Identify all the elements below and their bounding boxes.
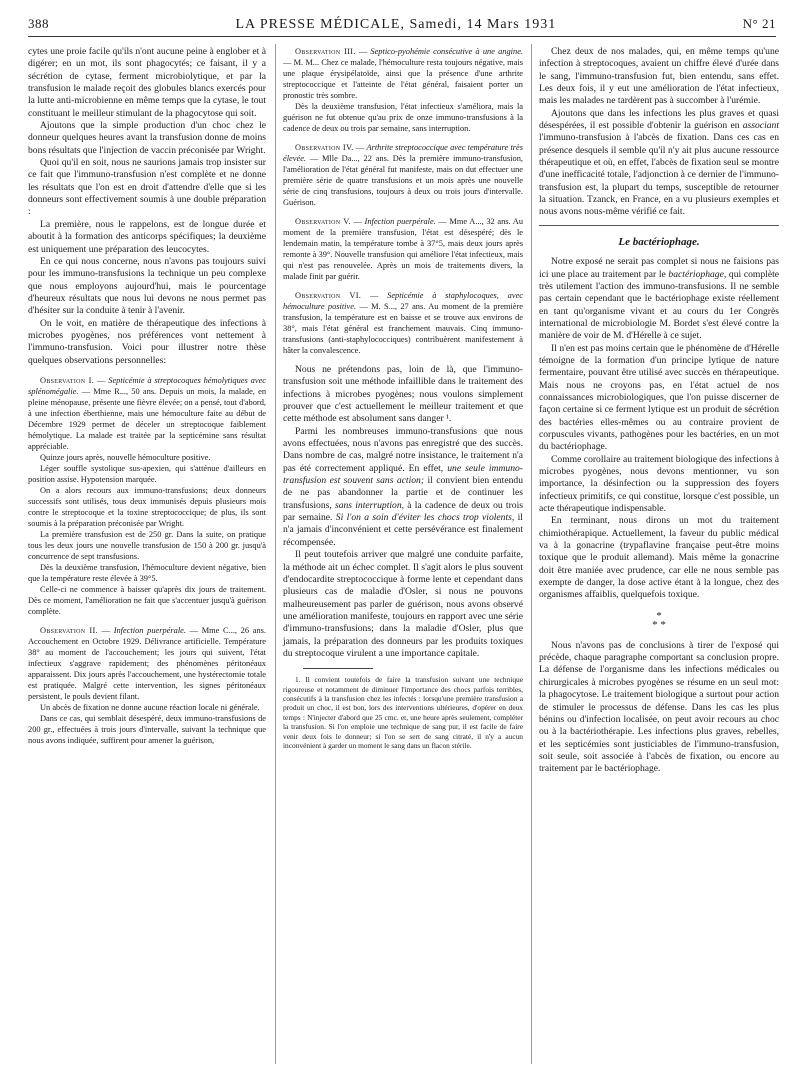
paragraph: Léger souffle systolique sus-apexien, qui s'atténue d'ailleurs en position assise. Hypotension marquée. bbox=[28, 463, 266, 484]
paragraph: Quoi qu'il en soit, nous ne saurions jamais trop insister sur ce fait que l'immuno-transfusion n'est complète et ne donne les résultats que l'on est en droit d'attendre d'elle que si les donneurs sont effectivement soumis à une double préparation : bbox=[28, 157, 266, 218]
footnote-rule bbox=[303, 668, 373, 669]
observation-title: Septicémie à staphylocoques, avec hémoculture positive. bbox=[283, 291, 524, 311]
observation-1: Observation I. — Septicémie à streptocoques hémolytiques avec splénomégalie. — Mme R..., 50 ans. Depuis un mois, la malade, en pleine ménopause, présente une fièvre élevée; on a pensé, tout d'abord, à une infection éberthienne, mais une hémoculture faite au début de Décembre 1929 permet de déceler un streptocoque faiblement hémolytique. La malade est traitée par la septicémine sans résultat appréciable. bbox=[28, 375, 267, 451]
observation-6: Observation VI. — Septicémie à staphylocoques, avec hémoculture positive. — M. S..., 27 ans. Au moment de la première transfusion, la température est en baisse et se trouve aux environs de 38°, mais l'état général est franchement mauvais. Cinq immuno-transfusions (anti-staphylococciques) contribuèrent manifestement à hâter la convalescence. bbox=[283, 291, 524, 355]
observation-label: Observation IV. bbox=[295, 143, 354, 152]
observation-title: Septico-pyohémie consécutive à une angine. bbox=[370, 47, 524, 56]
observation-title: Arthrite streptococcique avec température très élevée. bbox=[283, 143, 524, 163]
page-header bbox=[28, 16, 776, 37]
observation-text: — M. M... Chez ce malade, l'hémoculture resta toujours négative, mais une plaque érysipélatoïde, ainsi que la présence d'une arthrite streptococcique et l'atteinte de l'état général, faisaient porter un pronostic très sombre. bbox=[283, 58, 523, 100]
journal-title: LA PRESSE MÉDICALE, Samedi, 14 Mars 1931 bbox=[235, 17, 557, 32]
paragraph: On le voit, en matière de thérapeutique des infections à microbes pyogènes, nos préférences vont nettement à l'immuno-transfusion. Voici pour illustrer notre thèse quelques observations personnelles: bbox=[28, 317, 266, 366]
observation-text: — M. S..., 27 ans. Au moment de la première transfusion, la température est en baisse et se trouve aux environs de 38°, mais l'état général est franchement mauvais. Cinq immuno-transfusions (anti-staphylococciques) contribuèrent manifestement à hâter la convalescence. bbox=[283, 302, 523, 355]
paragraph: Dans ce cas, qui semblait désespéré, deux immuno-transfusions de 200 gr., effectuées à trois jours d'intervalle, suivant la technique que nous avons indiquée, suffirent pour amener la guérison, bbox=[28, 713, 266, 745]
paragraph: Dès la deuxième transfusion, l'hémoculture devient négative, bien que la température reste élevée à 39°5. bbox=[28, 562, 266, 583]
paragraph: Parmi les nombreuses immuno-transfusions que nous avons effectuées, nous n'avons pas enregistré que des succès. Dans nombre de cas, malgré notre insistance, le traitement n'a pas été correctement appliqué. En effet, une seule immuno-transfusion est souvent sans action; il convient bien entendu de ne pas abandonner la partie et de continuer les transfusions, sans interruption, à la cadence de deux ou trois par semaine. Si l'on a soin d'éviter les chocs trop violents, il n'a jamais d'inconvénient et cette persévérance est finalement récompensée. bbox=[283, 425, 524, 548]
paragraph: Ajoutons que dans les infections les plus graves et quasi désespérées, il est possible d'obtenir la guérison en associant l'immuno-transfusion à l'abcès de fixation. Dans ces cas en présence desquels il semble qu'il n'y ait plus aucune ressource thérapeutique et où, en effet, l'abcès de fixation seul se montre d'une inefficacité totale, l'adjonction à ce dernier de l'immuno-transfusion est, la plupart du temps, susceptible de retourner la situation. Tzanck, en France, en a vu plusieurs exemples et nous avons nous-même vérifié ce fait. bbox=[539, 107, 779, 218]
paragraph: Nous ne prétendons pas, loin de là, que l'immuno-transfusion soit une méthode infaillible dans le traitement des infections à microbes pyogènes; nous voulons simplement prouver que c'est actuellement le meilleur traitement et que cette méthode est absolument sans danger ¹. bbox=[283, 364, 523, 425]
paragraph: Nous n'avons pas de conclusions à tirer de l'exposé qui précède, chaque paragraphe comportant sa conclusion propre. La défense de l'organisme dans les infections médicales ou chirurgicales à microbes pyogènes se résume en un seul mot: la phagocytose. Le traitement biologique a surtout pour action de stimuler le processus de défense. Dans les cas les plus bénins ou d'infection localisée, on peut avoir recours au choc ou à la bactériothérapie. Les infections plus graves, rebelles, et les septicémies sont justiciables de l'immuno-transfusion, soit seule, soit associée à l'abcès de fixation, ou encore au traitement par le bactériophage. bbox=[539, 639, 779, 775]
observation-text: — Mme R..., 50 ans. Depuis un mois, la malade, en pleine ménopause, présente une fièvre élevée; on a pensé, tout d'abord, à une infection éberthienne, mais une hémoculture faite au début de Décembre 1929 permet de déceler un streptocoque faiblement hémolytique. La malade est traitée par la septicémine sans résultat appréciable. bbox=[28, 386, 267, 451]
observation-label: Observation VI. bbox=[295, 291, 362, 300]
observation-5: Observation V. — Infection puerpérale. — Mme A..., 32 ans. Au moment de la première transfusion, l'état est désespéré; dès le lendemain matin, la température tombe à 37°5, mais deux jours après remonte à 39°. Nouvelle transfusion qui améliore l'état infectieux, mais qui n'est pas renouvelée. Après un mois de traitements divers, la malade finit par guérir. bbox=[283, 217, 524, 281]
paragraph: cytes une proie facile qu'ils n'ont aucune peine à englober et à digérer; en un mot, ils sont phagocytés; ce faisant, il y a sécrétion de cytase, ferment microbiolytique, et par la transfusion le malade reçoit des globules blancs exercés pour la lutte anti-microbienne en même temps que la cytase, le tout constituant le meilleur stimulant de la phagocytose qui soit. bbox=[28, 46, 266, 119]
paragraph: Comme corollaire au traitement biologique des infections à microbes pyogènes, nous devons mentionner, vu son importance, la désinfection ou la suppression des foyers infectieux primitifs, ce qui constitue, lorsque c'est possible, un acte thérapeutique indispensable. bbox=[539, 453, 779, 515]
observation-label: Observation II. bbox=[40, 625, 98, 635]
observation-text: — Mme C..., 26 ans. Accouchement en Octobre 1929. Délivrance artificielle. Température 38° au moment de l'accouchement; les jours qui suivent, l'état infectieux s'aggrave rapidement; des phénomènes péritonéaux apparaissent. Dix jours après l'accouchement, une hystérectomie totale est pratiquée. Malgré cette intervention, les signes péritonéaux persistent, le pouls devient filant. bbox=[28, 625, 266, 701]
observation-title: Septicémie à streptocoques hémolytiques avec splénomégalie. bbox=[28, 375, 267, 396]
paragraph: La première transfusion est de 250 gr. Dans la suite, on pratique tous les deux jours une nouvelle transfusion de 150 à 200 gr. jusqu'à concurrence de sept transfusions. bbox=[28, 529, 266, 561]
page-number: 388 bbox=[28, 16, 49, 31]
column-divider bbox=[531, 44, 532, 1064]
column-2 bbox=[283, 46, 523, 751]
paragraph: Il peut toutefois arriver que malgré une conduite parfaite, la méthode ait un échec complet. Il s'agit alors le plus souvent d'endocardite streptococcique à forme lente et cependant dans plusieurs cas de maladie d'Osler, si nous ne pouvons malheureusement pas parler de guérison, nous avons observé une amélioration manifeste, toujours en rapport avec une série d'immuno-transfusions; dans la maladie d'Osler, plus que jamais, la préparation des donneurs par les produits toxiques du streptocoque virulent a une importance capitale. bbox=[283, 549, 523, 659]
paragraph: Ajoutons que la simple production d'un choc chez le donneur quelques heures avant la transfusion donne de moins bons résultats que l'injection de vaccin préconisée par Wright. bbox=[28, 120, 266, 156]
section-separator: * * * bbox=[652, 609, 666, 631]
paragraph: Chez deux de nos malades, qui, en même temps qu'une infection à streptocoques, avaient un chiffre élevé d'urée dans le sang, l'immuno-transfusion fut, bien entendu, sans effet. Les deux fois, il y eut une amélioration de l'état infectieux, mais les malades ne tardèrent pas à succomber à l'urémie. bbox=[539, 46, 779, 107]
paragraph: En ce qui nous concerne, nous n'avons pas toujours suivi pour les immuno-transfusions la technique un peu complexe que nous employons aujourd'hui, mais le pourcentage d'heureux résultats que nous lui devons ne nous permet pas d'hésiter sur la conduite à tenir à l'avenir. bbox=[28, 255, 266, 317]
column-1 bbox=[28, 46, 266, 746]
observation-title: Infection puerpérale. bbox=[364, 217, 436, 226]
paragraph: Un abcès de fixation ne donne aucune réaction locale ni générale. bbox=[40, 702, 260, 712]
observation-title: Infection puerpérale. bbox=[113, 625, 186, 635]
section-title: Le bactériophage. bbox=[618, 235, 700, 248]
observation-label: Observation I. bbox=[40, 375, 95, 385]
column-divider bbox=[275, 44, 276, 1064]
paragraph: Dès la deuxième transfusion, l'état infectieux s'améliora, mais la guérison ne fut obtenue qu'au prix de onze immuno-transfusions à la cadence de deux ou trois par semaine, sans interruption. bbox=[283, 102, 523, 133]
observation-4: Observation IV. — Arthrite streptococcique avec température très élevée. — Mlle Da..., 22 ans. Dès la première immuno-transfusion, l'amélioration de l'état général fut manifeste, mais on dut effectuer une première série de quatre transfusions et un mois après une nouvelle série de cinq transfusions, toujours à deux ou trois jours d'intervalle. Guérison. bbox=[283, 143, 524, 207]
paragraph: Quinze jours après, nouvelle hémoculture positive. bbox=[40, 452, 211, 462]
observation-text: — Mlle Da..., 22 ans. Dès la première immuno-transfusion, l'amélioration de l'état général fut manifeste, mais on dut effectuer une première série de quatre transfusions et un mois après une nouvelle série de cinq transfusions, toujours à deux ou trois jours d'intervalle. Guérison. bbox=[283, 154, 523, 207]
observation-label: Observation III. bbox=[295, 47, 356, 56]
column-3 bbox=[539, 46, 779, 776]
observation-2: Observation II. — Infection puerpérale. — Mme C..., 26 ans. Accouchement en Octobre 1929. Délivrance artificielle. Température 38° au moment de l'accouchement; les jours qui suivent, l'état infectieux s'aggrave rapidement; des phénomènes péritonéaux apparaissent. Dix jours après l'accouchement, une hystérectomie totale est pratiquée. Malgré cette intervention, les signes péritonéaux persistent, le pouls devient filant. bbox=[28, 625, 266, 701]
paragraph: En terminant, nous dirons un mot du traitement chimiothérapique. Actuellement, la faveur du public médical va à la gonacrine (trypaflavine française peut-être moins toxique que le produit allemand). Mais même la gonacrine doit être maniée avec prudence, car elle ne nous semble pas exempte de danger, la dose active étant à la longue, chez des organismes affaiblis, quelquefois toxique. bbox=[539, 515, 779, 601]
observation-3: Observation III. — Septico-pyohémie consécutive à une angine. — M. M... Chez ce malade, l'hémoculture resta toujours négative, mais une plaque érysipélatoïde, ainsi que la présence d'une arthrite streptococcique et l'atteinte de l'état général, faisaient porter un pronostic très sombre. bbox=[283, 47, 524, 100]
paragraph: La première, nous le rappelons, est de longue durée et aboutit à la formation des anticorps spécifiques; la deuxième est uniquement une préparation des leucocytes. bbox=[28, 218, 266, 255]
issue-number: N° 21 bbox=[742, 16, 776, 31]
paragraph: Celle-ci ne commence à baisser qu'après dix jours de traitement. Dès ce moment, l'amélioration ne fait que s'accentuer jusqu'à guérison complète. bbox=[28, 584, 266, 616]
observation-text: — Mme A..., 32 ans. Au moment de la première transfusion, l'état est désespéré; dès le lendemain matin, la température tombe à 37°5, mais deux jours après remonte à 39°. Nouvelle transfusion qui améliore l'état infectieux, mais qui n'est pas renouvelée. Après un mois de traitements divers, la malade finit par guérir. bbox=[283, 217, 524, 281]
section-rule bbox=[539, 225, 779, 226]
footnote: 1. Il convient toutefois de faire la transfusion suivant une technique rigoureuse et notamment de diminuer l'importance des chocs parfois terribles, consécutifs à la transfusion chez les infectés : lorsqu'une première transfusion a produit un choc, il est bon, lors des interventions ultérieures, d'opérer en deux temps : N'injecter d'abord que 25 cmc. et, une heure après seulement, compléter la transfusion. Si l'on emploie une technique de sang pur, il est facile de faire venir deux fois le donneur; si l'on se sert de sang citraté, il n'y a aucun inconvénient à garder un moment le sang dans un flacon stérile. bbox=[283, 675, 523, 751]
observation-label: Observation V. bbox=[295, 217, 351, 226]
paragraph: On a alors recours aux immuno-transfusions; deux donneurs successifs sont utilisés, tous deux immunisés depuis plusieurs mois contre le streptocoque et la toxine streptococcique; de plus, ils sont soumis à la préparation préconisée par Wright. bbox=[28, 485, 266, 528]
paragraph: Notre exposé ne serait pas complet si nous ne faisions pas ici une place au traitement par le bactériophage, qui complète très utilement l'action des immuno-transfusions. Il ne semble pas certain cependant que le bactériophage existe réellement en tant qu'organisme vivant et au cours du 1er Congrès international de microbiologie M. Bordet s'est élevé contre la manière de voir de M. d'Hérelle à ce sujet. bbox=[539, 256, 780, 342]
paragraph: Il n'en est pas moins certain que le phénomène de d'Hérelle témoigne de la formation d'un principe lytique de nature fermentaire, pouvant être utilisé avec succès en thérapeutique. Mais nous ne croyons pas, en l'état actuel de nos connaissances microbiologiques, que l'on puisse discerner de façon certaine si ce ferment lytique est un produit de sécrétion des bactéries elles-mêmes ou au contraire provient de corpuscules vivants, pathogènes pour les bactéries, en un mot du bactériophage. bbox=[539, 342, 779, 453]
